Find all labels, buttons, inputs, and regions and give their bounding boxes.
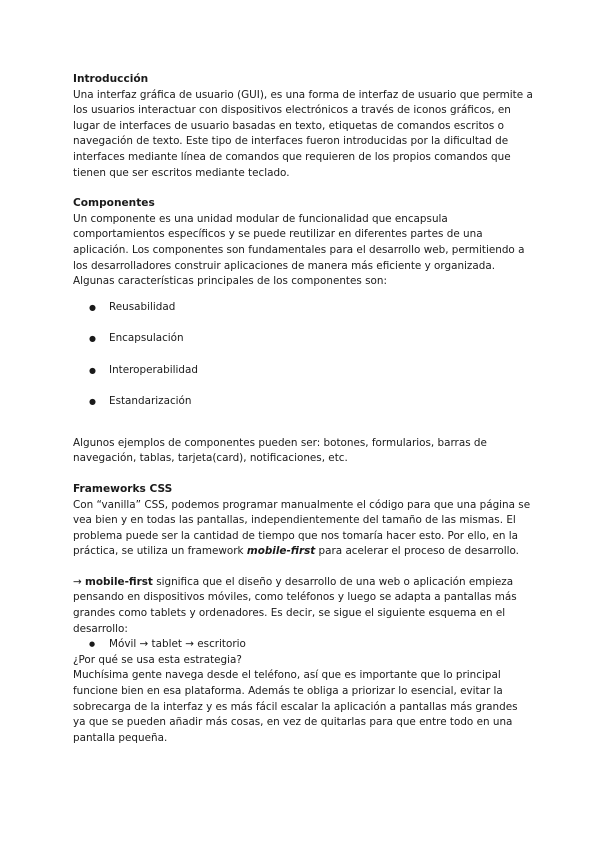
frameworks-heading: Frameworks CSS — [73, 482, 173, 495]
frameworks-text-end: para acelerar el proceso de desarrollo. — [315, 545, 519, 558]
intro-paragraph: Una interfaz gráfica de usuario (GUI), es una forma de interfaz de usuario que permite a los usuarios interactuar con dispositivos electrónicos a través de iconos gráficos, en lugar de interfaces de usuario basadas en texto, etiquetas de comandos escritos o navegación de texto. Este tipo de interfaces fueron introducidas por la dificultad de interfaces mediante línea de comandos que requieren de los propios comandos que tienen que ser escritos mediante teclado. — [73, 88, 533, 179]
mobile-first-definition: significa que el diseño y desarrollo de una web o aplicación empieza pensando en dispositivos móviles, como teléfonos y luego se adapta a pantallas más grandes como tablets y ordenadores. Es decir, se sigue el siguiente esquema en el desarrollo: — [73, 575, 517, 635]
intro-heading: Introducción — [73, 73, 149, 85]
arrow-icon: → — [73, 575, 86, 588]
components-feature-list — [73, 300, 533, 426]
list-item: ● Móvil → tablet → escritorio — [73, 637, 533, 653]
list-item: ● Interoperabilidad — [73, 363, 533, 395]
list-item: ● Encapsulación — [73, 331, 533, 363]
scheme-list — [73, 637, 533, 653]
list-item: ● Reusabilidad — [73, 300, 533, 332]
mobile-first-emphasis: mobile-first — [246, 545, 316, 558]
list-item: ● Estandarización — [73, 394, 533, 426]
mobile-first-paragraph — [73, 575, 533, 637]
mobile-first-term: mobile-first — [85, 575, 153, 588]
document-content — [73, 72, 533, 746]
strategy-answer: Muchísima gente navega desde el teléfono, así que es importante que lo principal funcione bien en esa plataforma. Además te obliga a priorizar lo esencial, evitar la sobrecarga de la interfaz y es más fácil escalar la aplicación a pantallas más grandes ya que se pueden añadir más cosas, en vez de quitarlas para que entre todo en una pantalla pequeña. — [73, 669, 518, 744]
components-examples: Algunos ejemplos de componentes pueden ser: botones, formularios, barras de navegación, tablas, tarjeta(card), notificaciones, etc. — [73, 436, 487, 465]
strategy-question: ¿Por qué se usa esta estrategia? — [73, 653, 242, 666]
frameworks-paragraph — [73, 498, 533, 560]
frameworks-text-start: Con “vanilla” CSS, podemos programar manualmente el código para que una página se vea bien y en todas las pantallas, independientemente del tamaño de las mismas. El problema puede ser la cantidad de tiempo que nos tomaría hacer esto. Por ello, en la práctica, se utiliza un framework — [73, 498, 531, 558]
components-heading: Componentes — [73, 197, 155, 210]
components-paragraph: Un componente es una unidad modular de funcionalidad que encapsula comportamientos específicos y se puede reutilizar en diferentes partes de una aplicación. Los componentes son fundamentales para el desarrollo web, permitiendo a los desarrolladores construir aplicaciones de manera más eficiente y organizada. Algunas características principales de los componentes son: — [73, 212, 525, 288]
